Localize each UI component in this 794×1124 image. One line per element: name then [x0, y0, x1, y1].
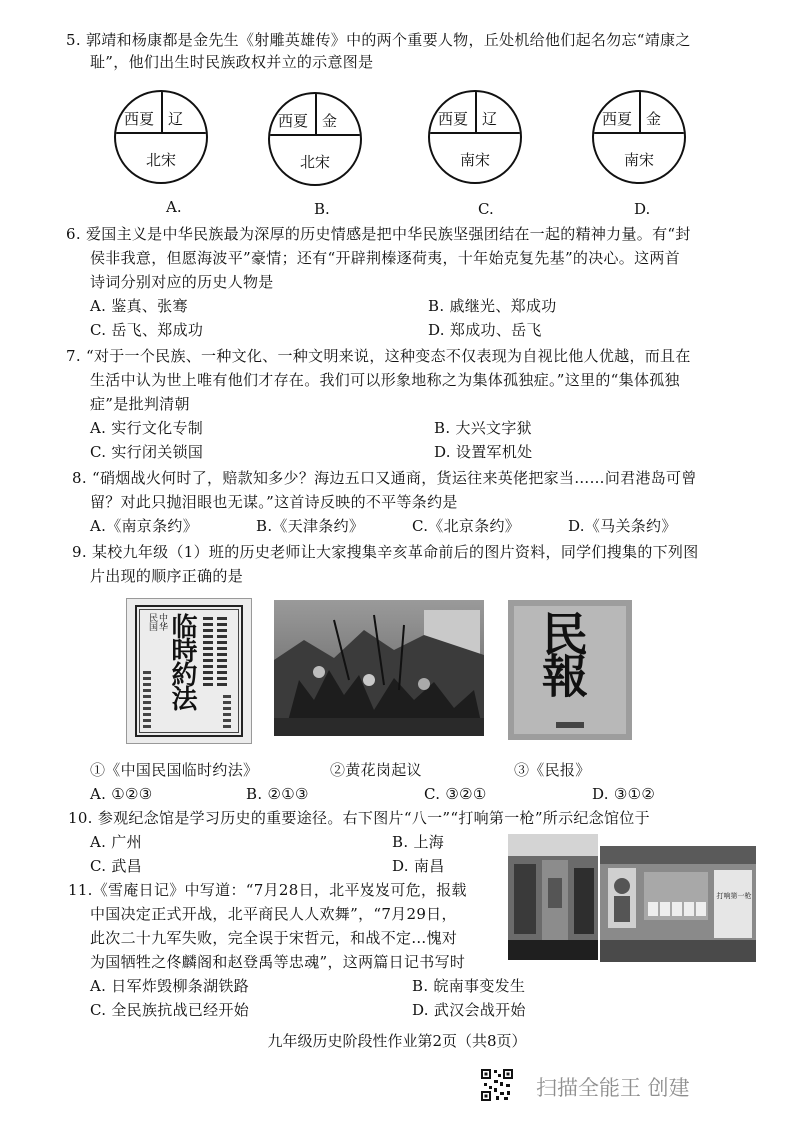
q9-option-b[interactable]: B. ②①③ — [246, 785, 309, 803]
q11-line2: 中国决定正式开战，北平商民人人欢舞”，“7月29日， — [90, 905, 457, 923]
q10-line1: 10. 参观纪念馆是学习历史的重要途径。右下图片“八一”“打响第一枪”所示纪念馆位于 — [68, 809, 650, 827]
scanner-watermark: 扫描全能王 创建 — [536, 1076, 690, 1100]
q7-option-b[interactable]: B. 大兴文字狱 — [434, 419, 532, 437]
q9-line1: 9. 某校九年级（1）班的历史老师让大家搜集辛亥革命前后的图片资料，同学们搜集的下列图 — [72, 543, 699, 561]
q5-line2: 耻”，他们出生时民族政权并立的示意图是 — [90, 53, 374, 71]
q6-line3: 诗词分别对应的历史人物是 — [90, 273, 274, 291]
q11-option-d[interactable]: D. 武汉会战开始 — [412, 1001, 526, 1019]
newspaper-cover-image — [508, 600, 632, 740]
q8-option-d[interactable]: D.《马关条约》 — [568, 517, 677, 535]
q6-line1: 6. 爱国主义是中华民族最为深厚的历史情感是把中华民族坚强团结在一起的精神力量。有“封 — [66, 225, 691, 243]
q7-line3: 症”是批判清朝 — [90, 395, 190, 413]
page-footer: 九年级历史阶段性作业第2页（共8页） — [267, 1032, 527, 1050]
qr-code-icon — [480, 1068, 514, 1102]
q6-option-d[interactable]: D. 郑成功、岳飞 — [428, 321, 542, 339]
exhibit-sign-text: 打响第一枪 — [716, 892, 752, 900]
q5-option-b[interactable]: B. — [314, 200, 330, 218]
q6-option-c[interactable]: C. 岳飞、郑成功 — [90, 321, 204, 339]
diagram-circle-d: 西夏 金 南宋 — [592, 90, 686, 184]
q7-option-c[interactable]: C. 实行闭关锁国 — [90, 443, 204, 461]
q6-option-b[interactable]: B. 戚继光、郑成功 — [428, 297, 557, 315]
q7-option-a[interactable]: A. 实行文化专制 — [90, 419, 204, 437]
q10-option-c[interactable]: C. 武昌 — [90, 857, 142, 875]
q8-option-c[interactable]: C.《北京条约》 — [412, 517, 521, 535]
q9-option-a[interactable]: A. ①②③ — [90, 785, 153, 803]
q10-option-d[interactable]: D. 南昌 — [392, 857, 445, 875]
q9-caption-3: ③《民报》 — [514, 761, 591, 779]
diagram-circle-a: 西夏 辽 北宋 — [114, 90, 208, 184]
q8-option-a[interactable]: A.《南京条约》 — [90, 517, 199, 535]
q10-option-a[interactable]: A. 广州 — [90, 833, 142, 851]
q6-line2: 侯非我意，但愿海波平”豪情；还有“开辟荆榛逐荷夷，十年始克复先基”的决心。这两首 — [90, 249, 681, 267]
q8-option-b[interactable]: B.《天津条约》 — [256, 517, 365, 535]
q9-line2: 片出现的顺序正确的是 — [90, 567, 244, 585]
q11-option-a[interactable]: A. 日军炸毁柳条湖铁路 — [90, 977, 249, 995]
museum-hall-photo — [508, 834, 598, 960]
q8-line2: 留？对此只抛泪眼也无谋。”这首诗反映的不平等条约是 — [90, 493, 458, 511]
q5-option-c[interactable]: C. — [478, 200, 494, 218]
q11-line3: 此次二十九军失败，完全误于宋哲元，和战不定…愧对 — [90, 929, 458, 947]
q11-line4: 为国牺牲之佟麟阁和赵登禹等忠魂”，这两篇日记书写时 — [90, 953, 466, 971]
newspaper-title: 民報 — [535, 610, 589, 694]
q11-option-c[interactable]: C. 全民族抗战已经开始 — [90, 1001, 250, 1019]
first-shot-exhibit-photo — [600, 846, 756, 962]
q11-option-b[interactable]: B. 皖南事变发生 — [412, 977, 526, 995]
diagram-circle-b: 西夏 金 北宋 — [268, 92, 362, 186]
book-label-minguo: 民国 — [147, 613, 157, 631]
book-cover-image — [126, 598, 252, 744]
q10-option-b[interactable]: B. 上海 — [392, 833, 445, 851]
q9-option-d[interactable]: D. ③①② — [592, 785, 656, 803]
q11-line1: 11.《雪庵日记》中写道：“7月28日，北平岌岌可危，报载 — [68, 881, 467, 899]
diagram-circle-c: 西夏 辽 南宋 — [428, 90, 522, 184]
q7-line2: 生活中认为世上唯有他们才存在。我们可以形象地称之为集体孤独症。”这里的“集体孤独 — [90, 371, 680, 389]
q7-option-d[interactable]: D. 设置军机处 — [434, 443, 533, 461]
book-title: 临時約法 — [167, 613, 197, 709]
q6-option-a[interactable]: A. 鉴真、张骞 — [90, 297, 188, 315]
q9-option-c[interactable]: C. ③②① — [424, 785, 487, 803]
q9-caption-2: ②黄花岗起议 — [330, 761, 422, 779]
q7-line1: 7. “对于一个民族、一种文化、一种文明来说，这种变态不仅表现为自视比他人优越，而且在 — [66, 347, 691, 365]
q8-line1: 8. “硝烟战火何时了，赔款知多少？海边五口又通商，货运往来英佬把家当……问君港岛可曾 — [72, 469, 697, 487]
q5-option-a[interactable]: A. — [166, 198, 182, 216]
uprising-painting-image — [274, 600, 484, 736]
q5-line1: 5. 郭靖和杨康都是金先生《射雕英雄传》中的两个重要人物，丘处机给他们起名勿忘“靖康之 — [66, 31, 691, 49]
q9-caption-1: ①《中国民国临时约法》 — [90, 761, 259, 779]
book-label-zhonghua: 中华 — [157, 613, 167, 631]
q5-option-d[interactable]: D. — [634, 200, 651, 218]
